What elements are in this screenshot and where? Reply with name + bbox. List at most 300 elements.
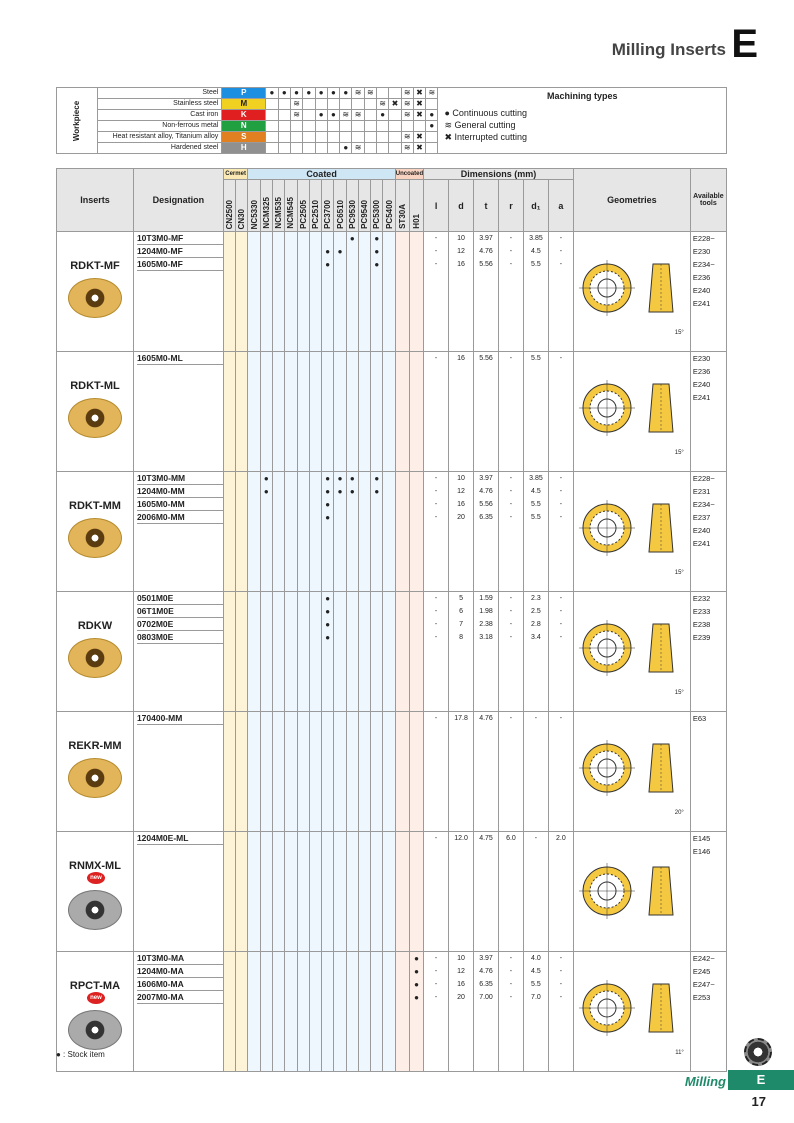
workpiece-name: Steel — [98, 88, 222, 99]
tool-ref-link[interactable]: E236 — [692, 367, 711, 376]
dimension-value: 6.0 — [506, 835, 516, 842]
dimension-value: 3.85 — [529, 235, 543, 242]
insert-group-row — [57, 352, 727, 472]
dimension-cell — [548, 712, 573, 832]
stock-mark — [236, 978, 247, 991]
workpiece-mark — [376, 132, 388, 143]
grade-cell — [383, 952, 395, 1072]
stock-mark — [310, 965, 321, 978]
dimension-value: 4.5 — [531, 248, 541, 255]
workpiece-row — [57, 88, 727, 99]
grade-cell — [285, 472, 297, 592]
tool-ref-link[interactable]: E240 — [692, 380, 711, 389]
dimension-value: - — [509, 514, 513, 521]
iso-code-badge: K — [222, 110, 266, 121]
dimension-cell — [424, 712, 449, 832]
grade-header: PC9530 — [346, 180, 358, 232]
stock-mark — [383, 472, 394, 485]
stock-mark — [334, 978, 345, 991]
dimension-cell — [449, 472, 474, 592]
workpiece-mark: ● — [376, 110, 388, 121]
stock-mark — [396, 232, 409, 245]
stock-mark: ● — [337, 247, 343, 256]
dimension-value: 7 — [459, 621, 463, 628]
stock-mark — [310, 832, 321, 845]
stock-mark — [261, 712, 272, 725]
stock-mark — [334, 511, 345, 524]
stock-mark — [273, 232, 284, 245]
grade-header: PC5400 — [383, 180, 395, 232]
stock-mark — [285, 511, 296, 524]
grade-cell — [260, 592, 272, 712]
stock-mark — [396, 485, 409, 498]
stock-mark — [334, 952, 345, 965]
stock-mark — [310, 592, 321, 605]
stock-mark — [322, 952, 333, 965]
tool-ref-link[interactable]: E247~ — [692, 980, 715, 989]
inserts-table — [56, 168, 727, 1072]
dimension-value: - — [434, 634, 438, 641]
dimension-value: 16 — [457, 355, 465, 362]
dimension-cell — [498, 232, 523, 352]
stock-mark — [359, 965, 370, 978]
dimension-cell — [424, 232, 449, 352]
stock-mark — [347, 498, 358, 511]
workpiece-mark: ≋ — [401, 88, 413, 99]
grade-cell — [260, 952, 272, 1072]
grade-cell — [409, 592, 423, 712]
machining-type-item: ✖ Interrupted cutting — [444, 132, 528, 142]
stock-mark — [410, 511, 423, 524]
dimension-value: - — [434, 248, 438, 255]
stock-mark — [224, 498, 235, 511]
grade-cell — [248, 592, 260, 712]
insert-group-row — [57, 952, 727, 1072]
insert-name: RNMX-ML — [69, 860, 121, 872]
stock-mark — [298, 472, 309, 485]
stock-mark — [261, 232, 272, 245]
grade-cell — [272, 232, 284, 352]
stock-mark — [298, 618, 309, 631]
stock-mark — [310, 258, 321, 271]
dimension-value: - — [534, 715, 538, 722]
stock-mark: ● — [349, 474, 355, 483]
tool-ref-link[interactable]: E232 — [692, 594, 711, 603]
stock-mark — [334, 965, 345, 978]
stock-mark — [248, 618, 259, 631]
stock-mark: ● — [374, 260, 380, 269]
dimension-value: - — [509, 355, 513, 362]
stock-mark — [273, 618, 284, 631]
stock-mark — [310, 991, 321, 1004]
stock-mark — [383, 978, 394, 991]
stock-mark — [383, 952, 394, 965]
tool-ref-link[interactable]: E241 — [692, 299, 711, 308]
stock-mark — [396, 965, 409, 978]
dimension-value: 16 — [457, 261, 465, 268]
tool-ref-link[interactable]: E241 — [692, 539, 711, 548]
designation: 10T3M0-MF — [137, 232, 223, 245]
insert-name: REKR-MM — [68, 740, 122, 752]
grade-header: PC5300 — [371, 180, 383, 232]
workpiece-mark: ≋ — [352, 143, 364, 154]
stock-mark: ● — [263, 474, 269, 483]
grade-cell — [395, 232, 409, 352]
dimension-value: - — [559, 248, 563, 255]
tools-cell — [690, 352, 726, 472]
workpiece-name: Stainless steel — [98, 99, 222, 110]
workpiece-mark — [266, 132, 278, 143]
grade-cell — [346, 472, 358, 592]
iso-code-badge: N — [222, 121, 266, 132]
iso-code-badge: S — [222, 132, 266, 143]
workpiece-mark — [315, 132, 327, 143]
tool-ref-link[interactable]: E234~ — [692, 260, 715, 269]
stock-mark: ● — [325, 487, 331, 496]
stock-mark — [396, 592, 409, 605]
dimension-value: - — [509, 608, 513, 615]
insert-cell — [57, 832, 134, 952]
dimension-value: - — [509, 488, 513, 495]
workpiece-mark: ✖ — [389, 99, 401, 110]
stock-mark — [347, 832, 358, 845]
stock-mark — [236, 498, 247, 511]
designation: 170400-MM — [137, 712, 223, 725]
grade-cell — [309, 472, 321, 592]
tool-ref-link[interactable]: E240 — [692, 286, 711, 295]
workpiece-mark: ≋ — [352, 88, 364, 99]
tool-ref-link[interactable]: E145 — [692, 834, 711, 843]
grade-cell — [223, 712, 235, 832]
grade-cell — [248, 352, 260, 472]
stock-mark — [396, 618, 409, 631]
stock-mark — [224, 485, 235, 498]
stock-mark — [347, 978, 358, 991]
dimension-value: 16 — [457, 501, 465, 508]
tool-ref-link[interactable]: E241 — [692, 393, 711, 402]
tool-ref-link[interactable]: E245 — [692, 967, 711, 976]
dimension-value: - — [559, 634, 563, 641]
grade-cell — [371, 832, 383, 952]
stock-mark — [298, 245, 309, 258]
dimension-cell — [474, 832, 499, 952]
dimension-cell — [523, 232, 548, 352]
dimension-value: - — [434, 608, 438, 615]
grade-cell — [371, 712, 383, 832]
stock-mark — [359, 832, 370, 845]
workpiece-mark: ✖ — [413, 110, 425, 121]
workpiece-name: Hardened steel — [98, 143, 222, 154]
grade-cell — [248, 712, 260, 832]
stock-mark — [285, 258, 296, 271]
dimension-value: 5.5 — [531, 981, 541, 988]
stock-mark — [248, 965, 259, 978]
tool-ref-link[interactable]: E242~ — [692, 954, 715, 963]
dimension-value: - — [434, 621, 438, 628]
stock-mark — [359, 245, 370, 258]
col-coated: Coated — [248, 169, 395, 180]
stock-mark — [298, 485, 309, 498]
stock-mark — [334, 258, 345, 271]
designation: 1204M0E-ML — [137, 832, 223, 845]
tool-ref-link[interactable]: E233 — [692, 607, 711, 616]
stock-mark — [334, 618, 345, 631]
workpiece-mark: ≋ — [364, 88, 376, 99]
workpiece-mark: ≋ — [401, 99, 413, 110]
dimension-value: - — [559, 235, 563, 242]
geometry-cell — [573, 952, 690, 1072]
stock-mark: ● — [325, 247, 331, 256]
stock-mark — [383, 605, 394, 618]
stock-mark — [322, 965, 333, 978]
grade-cell — [309, 832, 321, 952]
grade-cell — [297, 472, 309, 592]
stock-mark — [261, 631, 272, 644]
stock-mark — [410, 592, 423, 605]
dimension-value: 7.0 — [531, 994, 541, 1001]
dimension-value: - — [559, 488, 563, 495]
dimension-cell — [498, 952, 523, 1072]
stock-mark — [298, 498, 309, 511]
dimension-value: 5.5 — [531, 501, 541, 508]
stock-mark — [371, 618, 382, 631]
stock-mark — [285, 832, 296, 845]
grade-cell — [223, 472, 235, 592]
grade-cell — [322, 952, 334, 1072]
designation: 0702M0E — [137, 618, 223, 631]
insert-name: RDKT-MF — [70, 260, 120, 272]
stock-mark — [248, 258, 259, 271]
stock-mark — [261, 498, 272, 511]
stock-mark — [273, 965, 284, 978]
workpiece-mark — [376, 121, 388, 132]
dimension-value: 5.56 — [479, 261, 493, 268]
stock-mark — [273, 991, 284, 1004]
grade-header: H01 — [409, 180, 423, 232]
tool-ref-link[interactable]: E230 — [692, 354, 711, 363]
stock-mark — [298, 592, 309, 605]
grade-cell — [223, 592, 235, 712]
workpiece-mark: ● — [426, 110, 438, 121]
workpiece-mark: ● — [327, 88, 339, 99]
dimension-header: a — [548, 180, 573, 232]
workpiece-mark — [303, 121, 315, 132]
designation-cell — [133, 352, 223, 472]
tool-ref-link[interactable]: E228~ — [692, 474, 715, 483]
dimension-cell — [474, 592, 499, 712]
grade-cell — [285, 952, 297, 1072]
grade-cell — [358, 712, 370, 832]
stock-mark — [347, 631, 358, 644]
grade-cell — [260, 712, 272, 832]
designation: 1204M0-MA — [137, 965, 223, 978]
dimension-value: 8 — [459, 634, 463, 641]
designation: 0803M0E — [137, 631, 223, 644]
stock-mark — [410, 245, 423, 258]
designation: 2007M0-MA — [137, 991, 223, 1004]
grade-cell — [371, 232, 383, 352]
tool-ref-link[interactable]: E237 — [692, 513, 711, 522]
grade-cell — [236, 832, 248, 952]
designation-cell — [133, 472, 223, 592]
grade-cell — [248, 472, 260, 592]
tool-ref-link[interactable]: E239 — [692, 633, 711, 642]
stock-mark — [285, 605, 296, 618]
insert-geometry-drawing — [577, 608, 687, 688]
workpiece-mark — [290, 121, 302, 132]
insert-name: RPCT-MA — [69, 980, 121, 992]
stock-mark — [322, 232, 333, 245]
workpiece-mark — [364, 99, 376, 110]
dimension-value: - — [434, 955, 438, 962]
footer-letter-tab: E — [728, 1070, 794, 1090]
dimension-cell — [523, 952, 548, 1072]
stock-mark — [224, 978, 235, 991]
grade-cell — [409, 472, 423, 592]
stock-mark — [236, 605, 247, 618]
tool-ref-link[interactable]: E231 — [692, 487, 711, 496]
grade-header: CN2500 — [223, 180, 235, 232]
stock-mark — [273, 605, 284, 618]
grade-cell — [309, 232, 321, 352]
stock-mark — [224, 511, 235, 524]
workpiece-mark: ✖ — [413, 132, 425, 143]
dimension-cell — [548, 232, 573, 352]
stock-mark — [273, 258, 284, 271]
designation-cell — [133, 712, 223, 832]
tool-ref-link[interactable]: E236 — [692, 273, 711, 282]
dimension-value: - — [559, 968, 563, 975]
insert-geometry-drawing — [577, 968, 687, 1048]
grade-header: NCM325 — [260, 180, 272, 232]
tool-ref-link[interactable]: E230 — [692, 247, 711, 256]
stock-mark — [410, 712, 423, 725]
workpiece-mark — [290, 132, 302, 143]
dimension-value: 7.00 — [479, 994, 493, 1001]
dimension-value: - — [434, 595, 438, 602]
stock-mark — [383, 245, 394, 258]
grade-cell — [346, 832, 358, 952]
stock-mark — [298, 232, 309, 245]
stock-mark — [359, 472, 370, 485]
stock-mark — [236, 952, 247, 965]
workpiece-mark: ● — [278, 88, 290, 99]
stock-mark — [273, 485, 284, 498]
workpiece-mark — [426, 143, 438, 154]
dimension-value: - — [509, 261, 513, 268]
insert-group-row — [57, 832, 727, 952]
stock-mark — [285, 712, 296, 725]
dimension-value: 12 — [457, 968, 465, 975]
dimension-value: - — [434, 994, 438, 1001]
dimension-cell — [498, 352, 523, 472]
dimension-value: - — [559, 261, 563, 268]
dimension-cell — [424, 952, 449, 1072]
geometry-cell — [573, 472, 690, 592]
grade-cell — [285, 232, 297, 352]
dimension-value: - — [434, 475, 438, 482]
dimension-value: - — [559, 595, 563, 602]
stock-mark — [359, 511, 370, 524]
grade-cell — [272, 472, 284, 592]
stock-mark: ● — [374, 247, 380, 256]
grade-cell — [322, 712, 334, 832]
workpiece-mark — [278, 110, 290, 121]
dimension-value: 3.97 — [479, 235, 493, 242]
grade-cell — [409, 712, 423, 832]
insert-photo — [68, 1010, 122, 1050]
stock-mark — [285, 952, 296, 965]
grade-cell — [395, 712, 409, 832]
stock-mark — [359, 485, 370, 498]
grade-cell — [383, 352, 395, 472]
stock-mark — [359, 631, 370, 644]
stock-mark — [322, 352, 333, 365]
angle-label: 15° — [674, 689, 684, 696]
tool-ref-link[interactable]: E253 — [692, 993, 711, 1002]
dimension-value: 5.56 — [479, 501, 493, 508]
stock-mark — [298, 952, 309, 965]
dimension-value: - — [434, 235, 438, 242]
dimension-value: - — [434, 501, 438, 508]
stock-mark: ● — [325, 594, 331, 603]
workpiece-mark: ● — [340, 143, 352, 154]
dimension-value: 5 — [459, 595, 463, 602]
grade-cell — [371, 352, 383, 472]
insert-group-row — [57, 712, 727, 832]
dimension-value: 16 — [457, 981, 465, 988]
tool-ref-link[interactable]: E63 — [692, 714, 707, 723]
stock-mark — [285, 991, 296, 1004]
stock-mark — [285, 978, 296, 991]
stock-mark — [224, 965, 235, 978]
grade-cell — [334, 712, 346, 832]
dimension-value: 10 — [457, 235, 465, 242]
workpiece-mark — [327, 99, 339, 110]
stock-mark — [410, 605, 423, 618]
tool-ref-link[interactable]: E240 — [692, 526, 711, 535]
grade-cell — [395, 352, 409, 472]
tool-ref-link[interactable]: E146 — [692, 847, 711, 856]
workpiece-mark: ● — [426, 121, 438, 132]
tool-ref-link[interactable]: E238 — [692, 620, 711, 629]
tool-ref-link[interactable]: E234~ — [692, 500, 715, 509]
stock-mark — [236, 472, 247, 485]
dimension-cell — [474, 952, 499, 1072]
dimension-cell — [424, 832, 449, 952]
page-title: Milling Inserts — [611, 40, 726, 59]
dimension-cell — [523, 352, 548, 472]
stock-mark — [359, 592, 370, 605]
dimension-value: - — [509, 475, 513, 482]
stock-mark — [322, 712, 333, 725]
grade-cell — [322, 232, 334, 352]
designation-cell — [133, 592, 223, 712]
dimension-value: 5.5 — [531, 261, 541, 268]
designation: 2006M0-MM — [137, 511, 223, 524]
workpiece-mark: ≋ — [426, 88, 438, 99]
dimension-value: 6 — [459, 608, 463, 615]
grade-cell — [272, 592, 284, 712]
workpiece-mark: ● — [303, 88, 315, 99]
workpiece-mark — [303, 110, 315, 121]
stock-mark — [383, 592, 394, 605]
insert-cell — [57, 712, 134, 832]
insert-name: RDKW — [77, 620, 113, 632]
tool-ref-link[interactable]: E228~ — [692, 234, 715, 243]
tools-cell — [690, 712, 726, 832]
angle-label: 15° — [674, 449, 684, 456]
